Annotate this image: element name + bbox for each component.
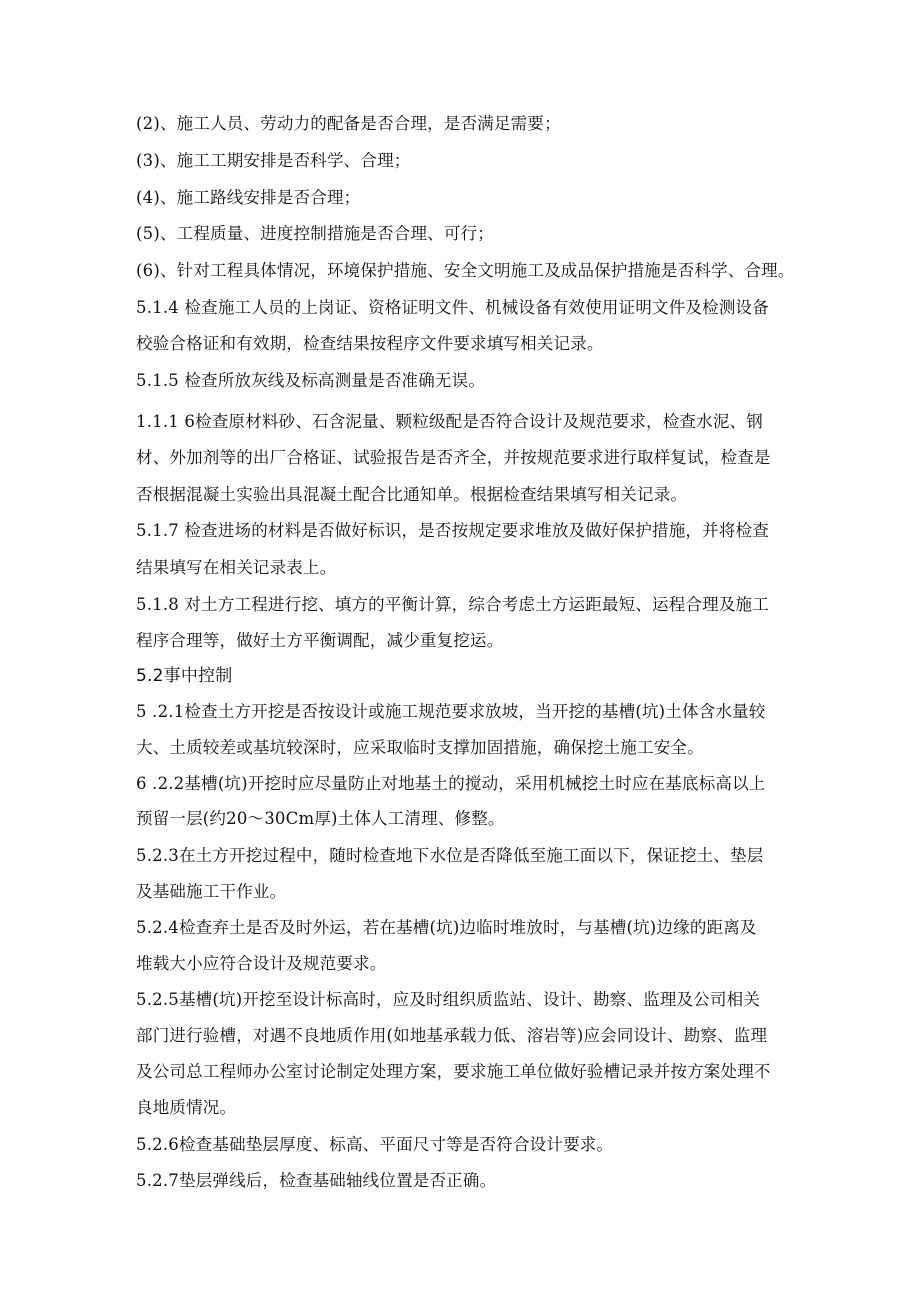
paragraph-line: 堆载大小应符合设计及规范要求。 xyxy=(136,954,387,973)
paragraph-line: 5.2.6检查基础垫层厚度、标高、平面尺寸等是否符合设计要求。 xyxy=(136,1135,614,1154)
paragraph-line: 5.1.4 检查施工人员的上岗证、资格证明文件、机械设备有效使用证明文件及检测设备 xyxy=(136,298,769,317)
paragraph-line: (5)、工程质量、进度控制措施是否合理、可行； xyxy=(136,224,494,243)
section-heading: 5.2事中控制 xyxy=(136,666,233,686)
paragraph-line: 大、土质较差或基坑较深时，应采取临时支撑加固措施，确保挖土施工安全。 xyxy=(136,738,704,757)
paragraph-line: 5.1.5 检查所放灰线及标高测量是否准确无误。 xyxy=(136,371,486,390)
paragraph-line: 否根据混凝土实验出具混凝土配合比通知单。根据检查结果填写相关记录。 xyxy=(136,485,688,504)
paragraph-line: 良地质情况。 xyxy=(136,1098,237,1117)
paragraph-line: 5.2.7垫层弹线后，检查基础轴线位置是否正确。 xyxy=(136,1171,497,1190)
paragraph-line: 程序合理等，做好土方平衡调配，减少重复挖运。 xyxy=(136,631,504,650)
paragraph-line: (6)、针对工程具体情况，环境保护措施、安全文明施工及成品保护措施是否科学、合理。 xyxy=(136,261,795,280)
paragraph-line: 5.2.3在土方开挖过程中，随时检查地下水位是否降低至施工面以下，保证挖土、垫层 xyxy=(136,846,764,865)
paragraph-line: 5.2.4检查弃土是否及时外运，若在基槽(坑)边临时堆放时，与基槽(坑)边缘的距离及 xyxy=(136,918,757,937)
paragraph-line: (4)、施工路线安排是否合理； xyxy=(136,188,361,207)
paragraph-line: (3)、施工工期安排是否科学、合理； xyxy=(136,151,411,170)
paragraph-line: 结果填写在相关记录表上。 xyxy=(136,558,337,577)
paragraph-line: 校验合格证和有效期，检查结果按程序文件要求填写相关记录。 xyxy=(136,334,604,353)
paragraph-line: 1.1.1 6检查原材料砂、石含泥量、颗粒级配是否符合设计及规范要求，检查水泥、钢 xyxy=(136,412,763,431)
paragraph-line: 及基础施工干作业。 xyxy=(136,882,287,901)
paragraph-line: 5.1.7 检查进场的材料是否做好标识，是否按规定要求堆放及做好保护措施，并将检查 xyxy=(136,521,769,540)
paragraph-line: 及公司总工程师办公室讨论制定处理方案，要求施工单位做好验槽记录并按方案处理不 xyxy=(136,1062,771,1081)
paragraph-line: 5.1.8 对土方工程进行挖、填方的平衡计算，综合考虑土方运距最短、运程合理及施工 xyxy=(136,595,769,614)
paragraph-line: (2)、施工人员、劳动力的配备是否合理，是否满足需要； xyxy=(136,114,561,133)
paragraph-line: 5 .2.1检查土方开挖是否按设计或施工规范要求放坡，当开挖的基槽(坑)土体含水量较 xyxy=(136,702,766,721)
paragraph-line: 6 .2.2基槽(坑)开挖时应尽量防止对地基土的搅动，采用机械挖土时应在基底标高以上 xyxy=(136,774,766,793)
paragraph-line: 5.2.5基槽(坑)开挖至设计标高时，应及时组织质监站、设计、勘察、监理及公司相关 xyxy=(136,990,761,1009)
paragraph-line: 材、外加剂等的出厂合格证、试验报告是否齐全，并按规范要求进行取样复试，检查是 xyxy=(136,448,771,467)
paragraph-line: 部门进行验槽，对遇不良地质作用(如地基承载力低、溶岩等)应会同设计、勘察、监理 xyxy=(136,1026,768,1045)
paragraph-line: 预留一层(约20～30Cm厚)土体人工清理、修整。 xyxy=(136,809,505,828)
